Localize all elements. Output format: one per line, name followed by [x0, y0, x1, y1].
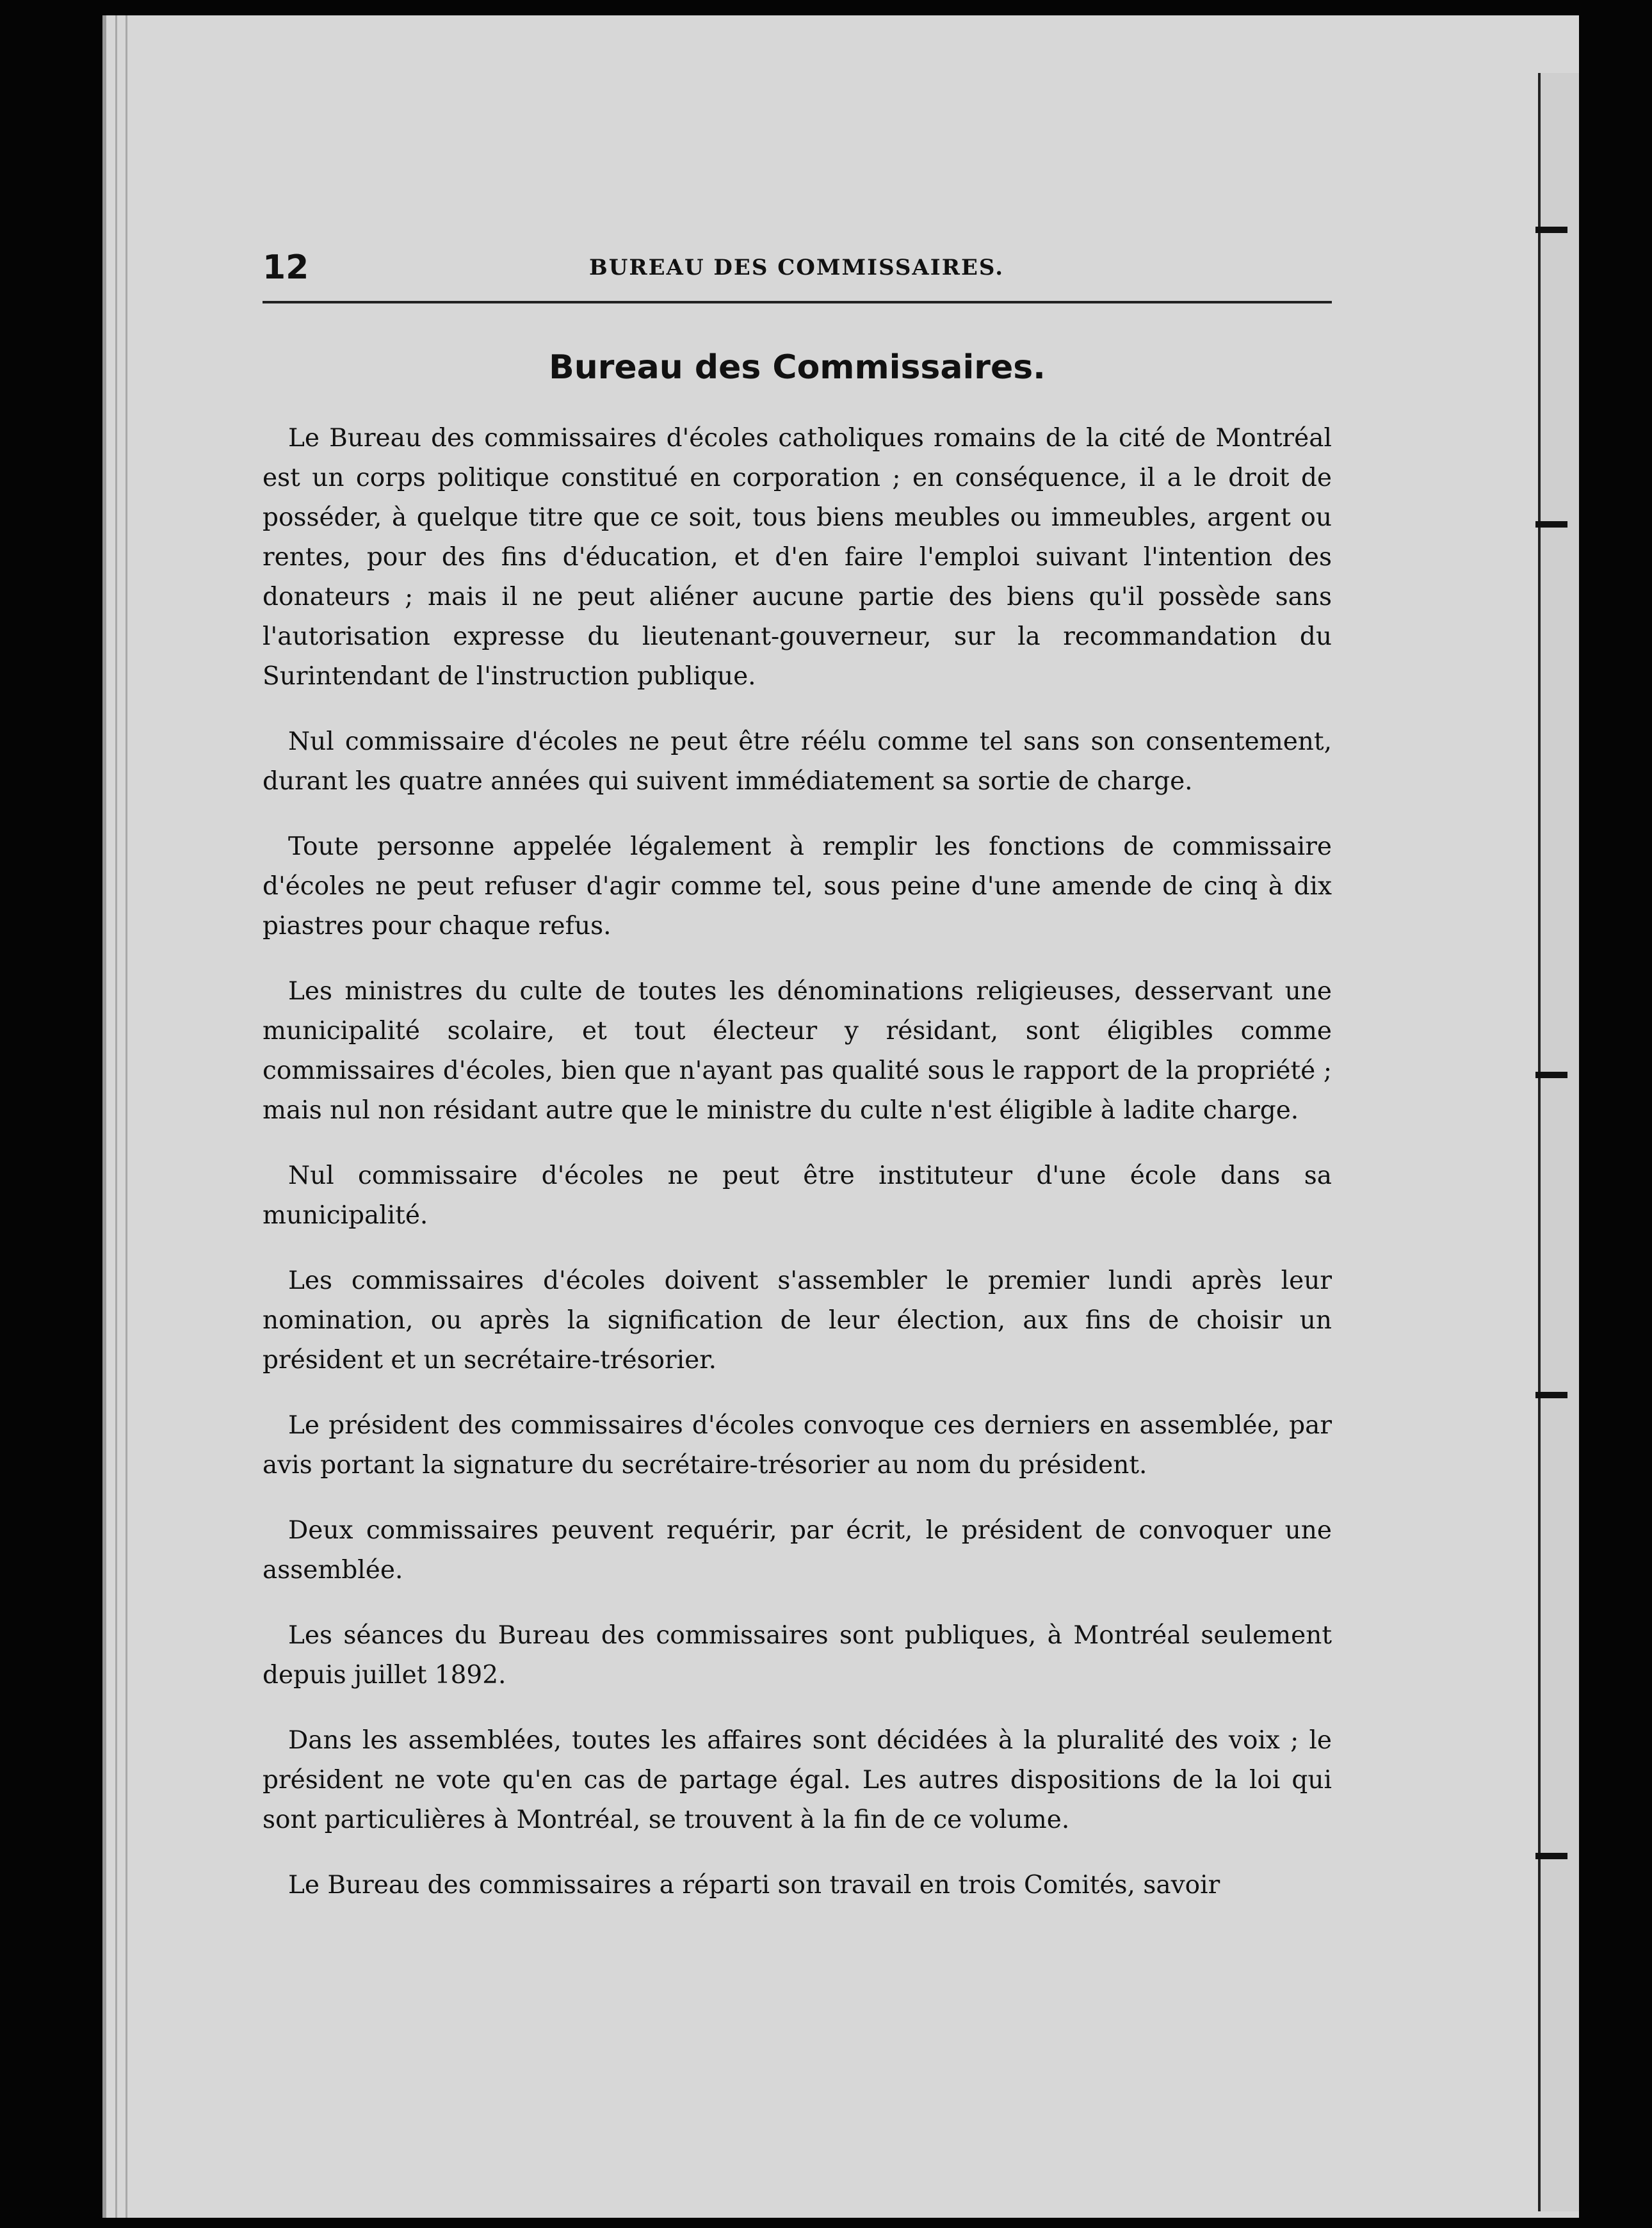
binding-mark	[1535, 1853, 1567, 1859]
paragraph: Nul commissaire d'écoles ne peut être réélu comme tel sans son consentement, durant les quatre années qui suivent immédiatement sa sortie de charge.	[263, 727, 1332, 796]
section-title: Bureau des Commissaires.	[549, 348, 1046, 387]
paragraph: Le Bureau des commissaires d'écoles catholiques romains de la cité de Montréal est un corps politique constitué en corporation ; en conséquence, il a le droit de posséder, à quelque titre que ce soit, tous biens meubles ou immeubles, argent ou rentes, pour des fins d'éducation, et d'en faire l'emploi suivant l'intention des donateurs ; mais il ne peut aliéner aucune partie des biens qu'il possède sans l'autorisation expresse du lieutenant-gouverneur, sur la recommandation du Surintendant de l'instruction publique.	[263, 424, 1332, 691]
page-content	[263, 243, 1332, 1931]
binding-mark	[1535, 227, 1567, 233]
page-edge-line	[126, 15, 127, 2218]
paragraph: Dans les assemblées, toutes les affaires sont décidées à la pluralité des voix ; le président ne vote qu'en cas de partage égal. Les autres dispositions de la loi qui sont particulières à Montréal, se trouvent à la fin de ce volume.	[263, 1726, 1332, 1834]
page-number: 12	[263, 248, 309, 287]
paragraph: Les commissaires d'écoles doivent s'assembler le premier lundi après leur nomination, ou après la signification de leur élection, aux fins de choisir un président et un secrétaire-trésorier.	[263, 1266, 1332, 1375]
page-edge-line	[115, 15, 117, 2218]
binding-mark	[1535, 521, 1567, 528]
paragraph: Les séances du Bureau des commissaires sont publiques, à Montréal seulement depuis juillet 1892.	[263, 1621, 1332, 1690]
paragraph: Les ministres du culte de toutes les dénominations religieuses, desservant une municipalité scolaire, et tout électeur y résidant, sont éligibles comme commissaires d'écoles, bien que n'ayant pas qualité sous le rapport de la propriété ; mais nul non résidant autre que le ministre du culte n'est éligible à ladite charge.	[263, 977, 1332, 1125]
binding-mark	[1535, 1392, 1567, 1398]
paragraph: Toute personne appelée légalement à remplir les fonctions de commissaire d'écoles ne peut refuser d'agir comme tel, sous peine d'une amende de cinq à dix piastres pour chaque refus.	[263, 832, 1332, 940]
binding-mark	[1535, 1072, 1567, 1078]
paragraph: Le président des commissaires d'écoles convoque ces derniers en assemblée, par avis portant la signature du secrétaire-trésorier au nom du président.	[263, 1411, 1332, 1480]
binding-strip	[1538, 73, 1579, 2211]
paragraph: Nul commissaire d'écoles ne peut être instituteur d'une école dans sa municipalité.	[263, 1161, 1332, 1230]
paragraph: Deux commissaires peuvent requérir, par écrit, le président de convoquer une assemblée.	[263, 1516, 1332, 1585]
page-header	[263, 243, 1332, 303]
paragraph: Le Bureau des commissaires a réparti son travail en trois Comités, savoir	[288, 1871, 1220, 1900]
running-head: BUREAU DES COMMISSAIRES.	[589, 255, 1005, 280]
